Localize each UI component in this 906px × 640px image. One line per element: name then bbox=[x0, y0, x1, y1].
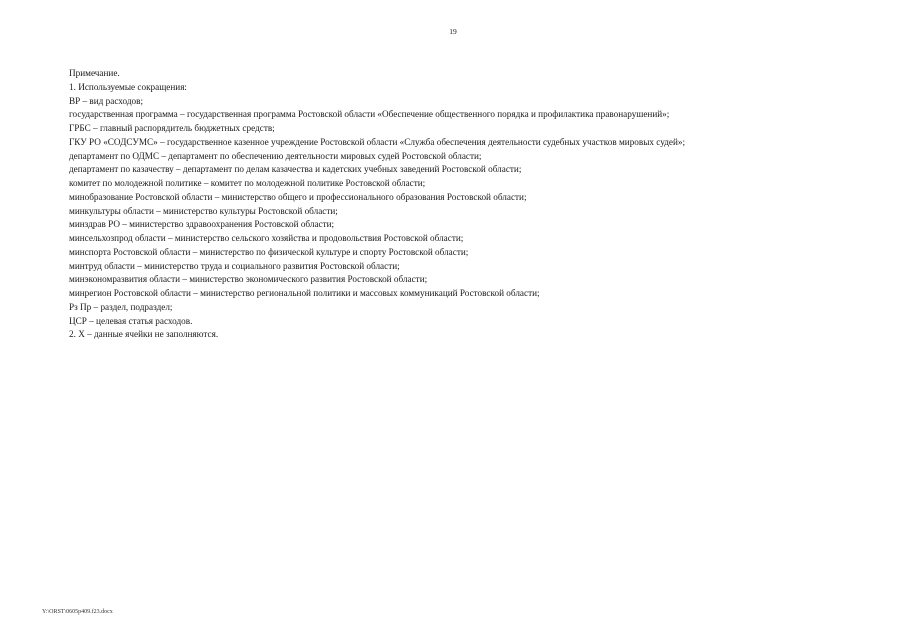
abbreviation-item: ЦСР – целевая статья расходов. bbox=[69, 315, 193, 326]
note-heading: Примечание. bbox=[69, 68, 120, 78]
abbreviation-item: минспорта Ростовской области – министерство по физической культуре и спорту Ростовской области; bbox=[69, 246, 469, 257]
abbreviation-item: ГРБС – главный распорядитель бюджетных средств; bbox=[69, 123, 275, 133]
abbreviation-item: минтруд области – министерство труда и социального развития Ростовской области; bbox=[69, 260, 400, 271]
abbreviation-item: ВР – вид расходов; bbox=[69, 95, 144, 106]
note-item-2: 2. Х – данные ячейки не заполняются. bbox=[69, 329, 219, 340]
abbreviation-item: департамент по ОДМС – департамент по обеспечению деятельности мировых судей Ростовской области; bbox=[69, 150, 482, 161]
abbreviation-item: комитет по молодежной политике – комитет по молодежной политике Ростовской области; bbox=[69, 178, 426, 188]
abbreviation-item: минрегион Ростовской области – министерство региональной политики и массовых коммуникаций Ростовской области; bbox=[69, 288, 540, 298]
page-number: 19 bbox=[449, 27, 457, 36]
note-block bbox=[69, 67, 869, 342]
abbreviation-item: минздрав РО – министерство здравоохранения Ростовской области; bbox=[69, 219, 335, 230]
abbreviation-item: минэкономразвития области – министерство экономического развития Ростовской области; bbox=[69, 274, 428, 285]
abbreviation-item: минсельхозпрод области – министерство сельского хозяйства и продовольствия Ростовской области; bbox=[69, 233, 464, 243]
abbreviation-item: минкультуры области – министерство культуры Ростовской области; bbox=[69, 205, 338, 216]
abbreviation-item: департамент по казачеству – департамент по делам казачества и кадетских учебных заведений Ростовской области; bbox=[69, 164, 522, 175]
abbreviation-item: Рз Пр – раздел, подраздел; bbox=[69, 301, 173, 312]
abbreviation-item: ГКУ РО «СОДСУМС» – государственное казенное учреждение Ростовской области «Служба обеспечения деятельности судебных участков мировых судей»; bbox=[69, 136, 686, 147]
abbreviation-item: минобразование Ростовской области – министерство общего и профессионального образования Ростовской области; bbox=[69, 191, 527, 202]
footer-file-path: Y:\ORST\0605p409.f23.docx bbox=[42, 609, 113, 615]
abbreviation-item: государственная программа – государственная программа Ростовской области «Обеспечение общественного порядка и профилактика правонарушений»; bbox=[69, 109, 670, 120]
abbreviations-heading: 1. Используемые сокращения: bbox=[69, 81, 187, 92]
